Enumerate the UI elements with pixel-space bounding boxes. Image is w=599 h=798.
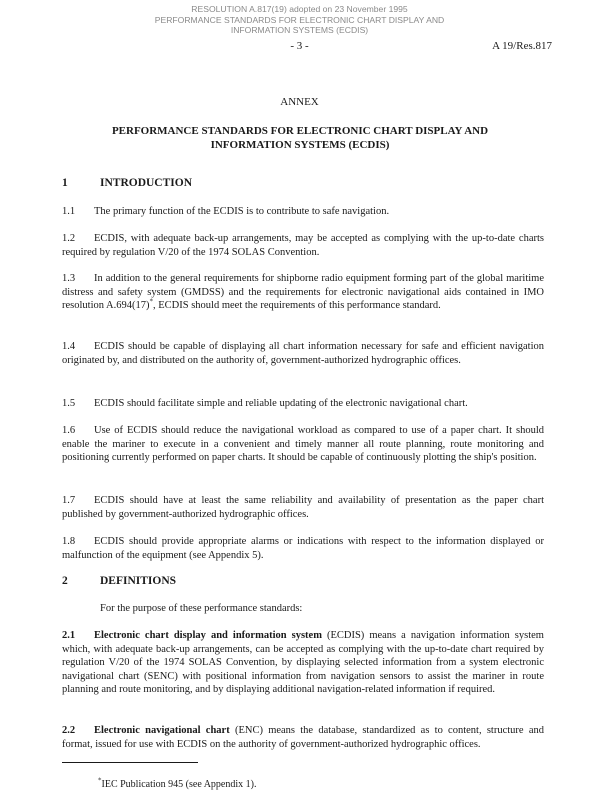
paragraph-number: 1.8	[62, 536, 76, 547]
page-number: - 3 -	[290, 40, 309, 52]
section-title: INTRODUCTION	[100, 177, 193, 189]
paragraph-number: 1.6	[62, 425, 76, 436]
footnote-text: IEC Publication 945 (see Appendix 1).	[101, 779, 257, 790]
footnote	[98, 776, 257, 790]
paragraph-1-5	[62, 397, 544, 411]
paragraph-1-1	[62, 205, 544, 219]
paragraph-text: Use of ECDIS should reduce the navigational workload as compared to use of a paper chart. It should enable the mariner to execute in a convenient and timely manner all route planning, route monitoring and positioning currently performed on paper charts. It should be capable of continuously plotting the ship's position.	[62, 425, 544, 463]
annex-label: ANNEX	[280, 96, 319, 108]
paragraph-1-8	[62, 535, 544, 562]
paragraph-text: The primary function of the ECDIS is to contribute to safe navigation.	[94, 206, 390, 217]
paragraph-text: (ECDIS) means a navigation information system which, with adequate back-up arrangements, can be accepted as complying with the up-to-date chart required by regulation V/20 of the 1974 SOLAS Convention, by displaying selected information from a system electronic navigational chart (SENC) with positional information from navigation sensors to assist the mariner in route planning and route monitoring, and by displaying additional navigation-related information if required.	[62, 630, 544, 695]
resolution-banner	[0, 4, 599, 36]
section-heading-introduction	[62, 177, 192, 189]
banner-line-1: RESOLUTION A.817(19) adopted on 23 November 1995	[191, 4, 408, 14]
paragraph-number: 1.7	[62, 495, 76, 506]
paragraph-2-2	[62, 724, 544, 751]
paragraph-number: 2.2	[62, 725, 76, 736]
document-reference: A 19/Res.817	[492, 40, 552, 52]
paragraph-text: ECDIS should provide appropriate alarms or indications with respect to the information displayed or malfunction of the equipment (see Appendix 5).	[62, 536, 544, 561]
section-number: 2	[62, 575, 68, 587]
paragraph-1-3	[62, 272, 544, 313]
banner-line-2: PERFORMANCE STANDARDS FOR ELECTRONIC CHART DISPLAY AND	[154, 14, 445, 25]
paragraph-text-cont: , ECDIS should meet the requirements of this performance standard.	[153, 300, 441, 311]
section-title: DEFINITIONS	[100, 575, 177, 587]
paragraph-number: 1.2	[62, 233, 76, 244]
paragraph-number: 1.1	[62, 206, 76, 217]
document-title	[80, 124, 520, 152]
paragraph-text: ECDIS should facilitate simple and reliable updating of the electronic navigational chart.	[94, 398, 468, 409]
paragraph-1-4	[62, 340, 544, 367]
paragraph-1-6	[62, 424, 544, 465]
defined-term: Electronic chart display and information system	[94, 630, 322, 641]
paragraph-2-1	[62, 629, 544, 697]
paragraph-text: ECDIS should have at least the same reliability and availability of presentation as the paper chart published by government-authorized hydrographic offices.	[62, 495, 544, 520]
paragraph-1-7	[62, 494, 544, 521]
definitions-intro: For the purpose of these performance standards:	[100, 603, 303, 614]
footnote-marker: *	[149, 297, 153, 306]
footnote-mark: *	[98, 776, 102, 785]
paragraph-text: In addition to the general requirements for shipborne radio equipment forming part of the global maritime distress and safety system (GMDSS) and the requirements for electronic navigational aids contained in IMO resolution A.694(17)	[62, 273, 544, 311]
paragraph-number: 1.5	[62, 398, 76, 409]
paragraph-text: (ENC) means the database, standardized as to content, structure and format, issued for use with ECDIS on the authority of government-authorized hydrographic offices.	[62, 725, 544, 750]
banner-line-3: INFORMATION SYSTEMS (ECDIS)	[230, 25, 369, 36]
footnote-divider	[62, 762, 198, 763]
paragraph-number: 2.1	[62, 630, 76, 641]
section-heading-definitions	[62, 575, 176, 587]
section-number: 1	[62, 177, 68, 189]
paragraph-1-2	[62, 232, 544, 259]
paragraph-number: 1.3	[62, 273, 76, 284]
title-line-2: INFORMATION SYSTEMS (ECDIS)	[210, 139, 390, 151]
paragraph-text: ECDIS should be capable of displaying all chart information necessary for safe and efficient navigation originated by, and distributed on the authority of, government-authorized hydrographic offices.	[62, 341, 544, 366]
paragraph-number: 1.4	[62, 341, 76, 352]
defined-term: Electronic navigational chart	[94, 725, 230, 736]
title-line-1: PERFORMANCE STANDARDS FOR ELECTRONIC CHART DISPLAY AND	[111, 125, 489, 137]
paragraph-text: ECDIS, with adequate back-up arrangements, may be accepted as complying with the up-to-date charts required by regulation V/20 of the 1974 SOLAS Convention.	[62, 233, 544, 258]
